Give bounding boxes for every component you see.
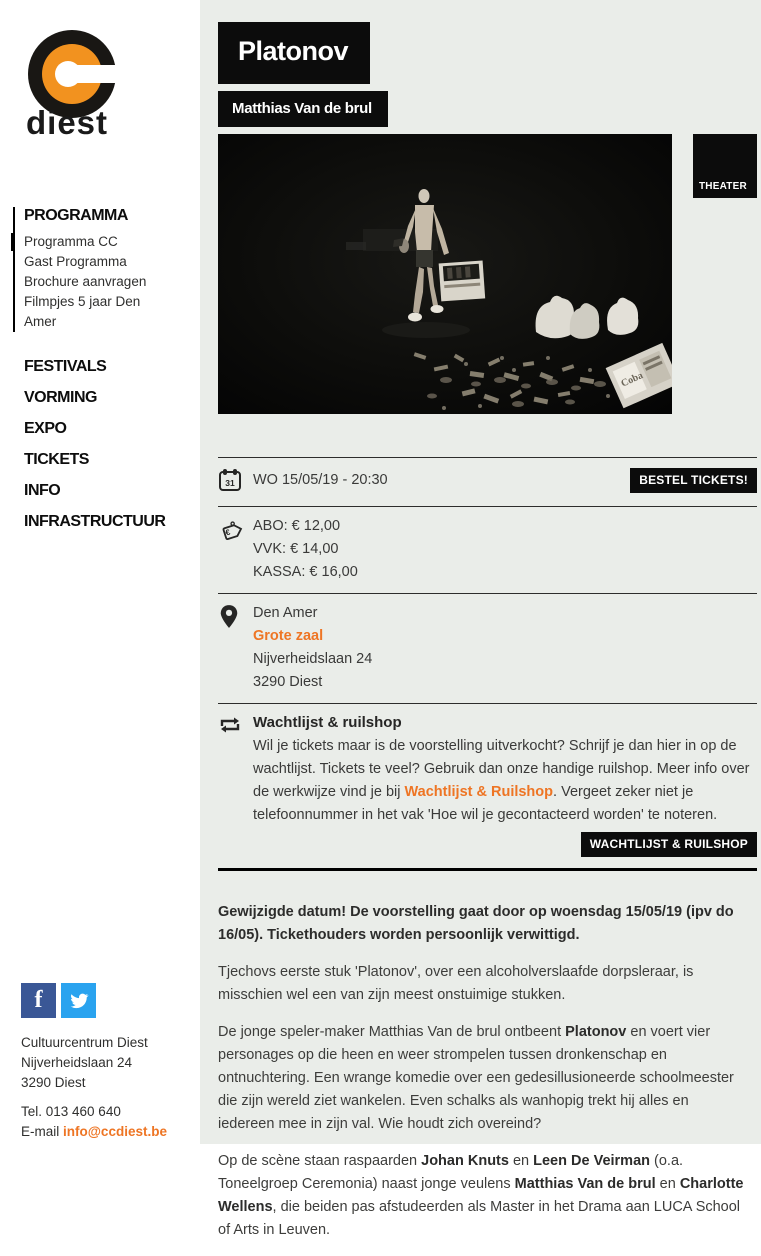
date-row <box>218 458 757 507</box>
date-change-notice: Gewijzigde datum! De voorstelling gaat door op woensdag 15/05/19 (ipv do 16/05). Tickethouders worden persoonlijk verwittigd. <box>218 904 734 943</box>
footer-email-link[interactable]: info@ccdiest.be <box>63 1124 167 1139</box>
description-paragraph-2: De jonge speler-maker Matthias Van de brul ontbeent Platonov en voert vier personages op die heen en weer strompelen tussen dronkenschap en ontnuchtering. Een wrange komedie over een gedesillusioneerde schoolmeester die zijn wereld ziet wankelen. Even schalks als wanhopig trekt hij alles en iedereen mee in zijn val. Wie houdt zich overeind? <box>218 1024 734 1132</box>
footer-email-label: E-mail <box>21 1124 60 1139</box>
waitlist-title: Wachtlijst & ruilshop <box>253 714 402 731</box>
footer-city: 3290 Diest <box>21 1075 86 1090</box>
category-badge-label: THEATER <box>699 181 747 192</box>
swap-arrows-icon <box>218 712 253 857</box>
facebook-icon[interactable]: f <box>21 983 56 1018</box>
venue-name: Den Amer <box>253 605 318 621</box>
sidebar-nav <box>13 207 193 544</box>
venue-block <box>253 602 757 694</box>
venue-city: 3290 Diest <box>253 674 323 690</box>
category-badge <box>693 134 757 198</box>
sidebar-item-programma[interactable]: PROGRAMMA <box>24 207 128 224</box>
waitlist-link[interactable]: Wachtlijst & Ruilshop <box>404 784 554 800</box>
sidebar-item-infrastructuur[interactable]: INFRASTRUCTUUR <box>24 513 166 530</box>
wachtlijst-ruilshop-button[interactable]: WACHTLIJST & RUILSHOP <box>581 832 757 857</box>
footer-contact <box>21 1102 191 1142</box>
sidebar-item-brochure-aanvragen[interactable]: Brochure aanvragen <box>24 274 147 289</box>
waitlist-text-part2: . Vergeet zeker niet je telefoonnummer in het vak 'Hoe wil je gecontacteerd worden' te noteren. <box>253 784 718 823</box>
price-list <box>253 515 757 584</box>
sidebar-item-vorming[interactable]: VORMING <box>24 389 97 406</box>
media-row <box>218 134 757 414</box>
svg-text:31: 31 <box>225 478 235 488</box>
event-datetime: WO 15/05/19 - 20:30 <box>253 472 388 488</box>
sidebar-item-festivals[interactable]: FESTIVALS <box>24 358 107 375</box>
price-abo: ABO: € 12,00 <box>253 518 341 534</box>
waitlist-text-part1: Wil je tickets maar is de voorstelling uitverkocht? Schrijf je dan hier in op de wachtlijst. Tickets te veel? Gebruik dan onze handige ruilshop. Meer info over de werkwijze vind je bij <box>253 738 750 800</box>
page-title: Platonov <box>218 22 370 84</box>
cc-diest-logo-icon <box>26 28 118 138</box>
programma-section <box>13 207 193 332</box>
price-kassa: KASSA: € 16,00 <box>253 564 358 580</box>
bestel-tickets-button[interactable]: BESTEL TICKETS! <box>630 468 757 493</box>
svg-text:diest: diest <box>26 104 109 138</box>
sidebar-item-gast-programma[interactable]: Gast Programma <box>24 254 127 269</box>
cc-diest-logo[interactable] <box>26 28 118 143</box>
description-paragraph-3: Op de scène staan raspaarden Johan Knuts en Leen De Veirman (o.a. Toneelgroep Ceremonia) naast jonge veulens Matthias Van de brul en Charlotte Wellens, die beiden pas afstudeerden als Master in het Drama aan LUCA School of Arts in Leuven. <box>218 1153 744 1238</box>
social-links <box>21 983 191 1018</box>
location-row <box>218 594 757 704</box>
page-subtitle: Matthias Van de brul <box>218 91 388 127</box>
sidebar-item-filmpjes[interactable]: Filmpjes 5 jaar Den Amer <box>24 294 141 329</box>
sidebar-item-expo[interactable]: EXPO <box>24 420 67 437</box>
price-vvk: VVK: € 14,00 <box>253 541 339 557</box>
event-info <box>218 457 757 871</box>
sidebar-item-programma-cc[interactable]: Programma CC <box>24 234 118 249</box>
event-description <box>218 901 745 1242</box>
waitlist-block <box>253 712 757 857</box>
sidebar-main-items <box>13 358 193 531</box>
twitter-bird-icon <box>68 990 90 1012</box>
sidebar-item-tickets[interactable]: TICKETS <box>24 451 89 468</box>
svg-text:Coba: Coba <box>619 370 645 390</box>
prices-row <box>218 507 757 594</box>
sidebar-footer <box>21 983 191 1142</box>
calendar-icon <box>218 466 253 497</box>
venue-hall-link[interactable]: Grote zaal <box>253 628 324 644</box>
price-tag-icon <box>218 515 253 584</box>
sidebar <box>0 0 200 1144</box>
description-paragraph-1: Tjechovs eerste stuk 'Platonov', over een alcoholverslaafde dorpsleraar, is misschien wel een van zijn meest onstuimige stukken. <box>218 964 694 1003</box>
footer-tel: Tel. 013 460 640 <box>21 1104 121 1119</box>
waitlist-text <box>253 735 757 827</box>
sidebar-item-info[interactable]: INFO <box>24 482 61 499</box>
footer-email-row <box>21 1122 191 1142</box>
svg-text:€: € <box>224 527 232 538</box>
event-photo <box>218 134 672 414</box>
footer-address <box>21 1033 191 1093</box>
active-indicator <box>11 233 15 251</box>
map-pin-icon <box>218 602 253 694</box>
venue-street: Nijverheidslaan 24 <box>253 651 373 667</box>
waitlist-row <box>218 704 757 871</box>
main-content <box>218 22 757 1256</box>
footer-org: Cultuurcentrum Diest <box>21 1035 148 1050</box>
footer-street: Nijverheidslaan 24 <box>21 1055 133 1070</box>
twitter-icon[interactable] <box>61 983 96 1018</box>
